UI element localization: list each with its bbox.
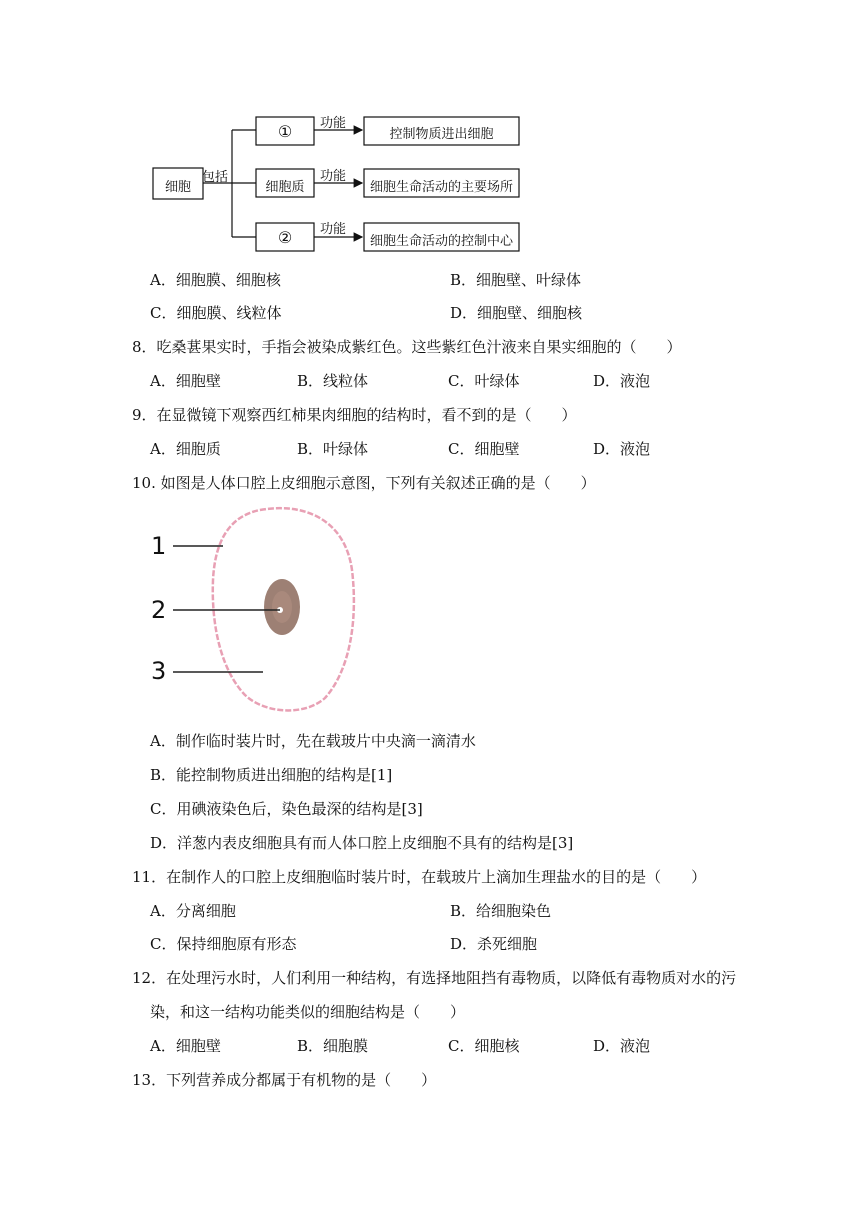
q10-option-b: B．能控制物质进出细胞的结构是[1] [150, 766, 393, 784]
node-label-1: ① [277, 122, 293, 141]
q9-option-b: B．叶绿体 [297, 440, 369, 458]
cheek-cell-figure [145, 500, 370, 720]
q9-stem: 9．在显微镜下观察西红柿果肉细胞的结构时，看不到的是（ ） [132, 406, 577, 424]
node-label-3: ② [277, 228, 293, 247]
q8-option-a: A．细胞壁 [150, 372, 221, 390]
function-tag-2: 功能 [320, 169, 347, 184]
function-text-1: 控制物质进出细胞 [389, 127, 494, 142]
cell-label: 细胞 [164, 180, 191, 195]
q12-stem-line2: 染，和这一结构功能类似的细胞结构是（ ） [150, 1003, 466, 1021]
q8-option-c: C．叶绿体 [448, 372, 520, 390]
q9-option-c: C．细胞壁 [448, 440, 520, 458]
q7-option-c: C．细胞膜、线粒体 [150, 304, 282, 322]
function-text-3: 细胞生命活动的控制中心 [369, 234, 513, 249]
q10-option-a: A．制作临时装片时，先在载玻片中央滴一滴清水 [150, 732, 476, 750]
label-1: 1 [151, 532, 167, 560]
q12-option-c: C．细胞核 [448, 1037, 520, 1055]
q9-option-d: D．液泡 [593, 440, 651, 458]
label-2: 2 [151, 596, 167, 624]
q11-option-d: D．杀死细胞 [450, 935, 538, 953]
function-tag-3: 功能 [320, 222, 347, 237]
q9-option-a: A．细胞质 [150, 440, 221, 458]
cell-structure-diagram [150, 110, 530, 260]
q12-stem-line1: 12．在处理污水时，人们利用一种结构，有选择地阻挡有毒物质，以降低有毒物质对水的污 [132, 969, 737, 987]
q11-option-c: C．保持细胞原有形态 [150, 935, 297, 953]
label-3: 3 [151, 657, 167, 685]
q10-option-c: C．用碘液染色后，染色最深的结构是[3] [150, 800, 423, 818]
function-text-2: 细胞生命活动的主要场所 [369, 180, 513, 195]
q11-stem: 11．在制作人的口腔上皮细胞临时装片时，在载玻片上滴加生理盐水的目的是（ ） [132, 868, 707, 886]
q12-option-a: A．细胞壁 [150, 1037, 221, 1055]
q12-option-d: D．液泡 [593, 1037, 651, 1055]
q13-stem: 13．下列营养成分都属于有机物的是（ ） [132, 1071, 437, 1089]
q8-option-b: B．线粒体 [297, 372, 369, 390]
q7-option-a: A．细胞膜、细胞核 [150, 271, 281, 289]
q11-option-b: B．给细胞染色 [450, 902, 552, 920]
q11-option-a: A．分离细胞 [150, 902, 236, 920]
q7-option-d: D．细胞壁、细胞核 [450, 304, 583, 322]
q10-option-d: D．洋葱内表皮细胞具有而人体口腔上皮细胞不具有的结构是[3] [150, 834, 574, 852]
nucleus-inner [272, 591, 292, 623]
q12-option-b: B．细胞膜 [297, 1037, 369, 1055]
node-label-2: 细胞质 [265, 180, 305, 195]
function-tag-1: 功能 [320, 116, 347, 131]
q8-stem: 8．吃桑葚果实时，手指会被染成紫红色。这些紫红色汁液来自果实细胞的（ ） [132, 338, 682, 356]
cheek-cell-drawing [145, 500, 370, 720]
q8-option-d: D．液泡 [593, 372, 651, 390]
q10-stem: 10. 如图是人体口腔上皮细胞示意图，下列有关叙述正确的是（ ） [132, 474, 596, 492]
q7-option-b: B．细胞壁、叶绿体 [450, 271, 582, 289]
includes-label: 包括 [202, 170, 229, 185]
